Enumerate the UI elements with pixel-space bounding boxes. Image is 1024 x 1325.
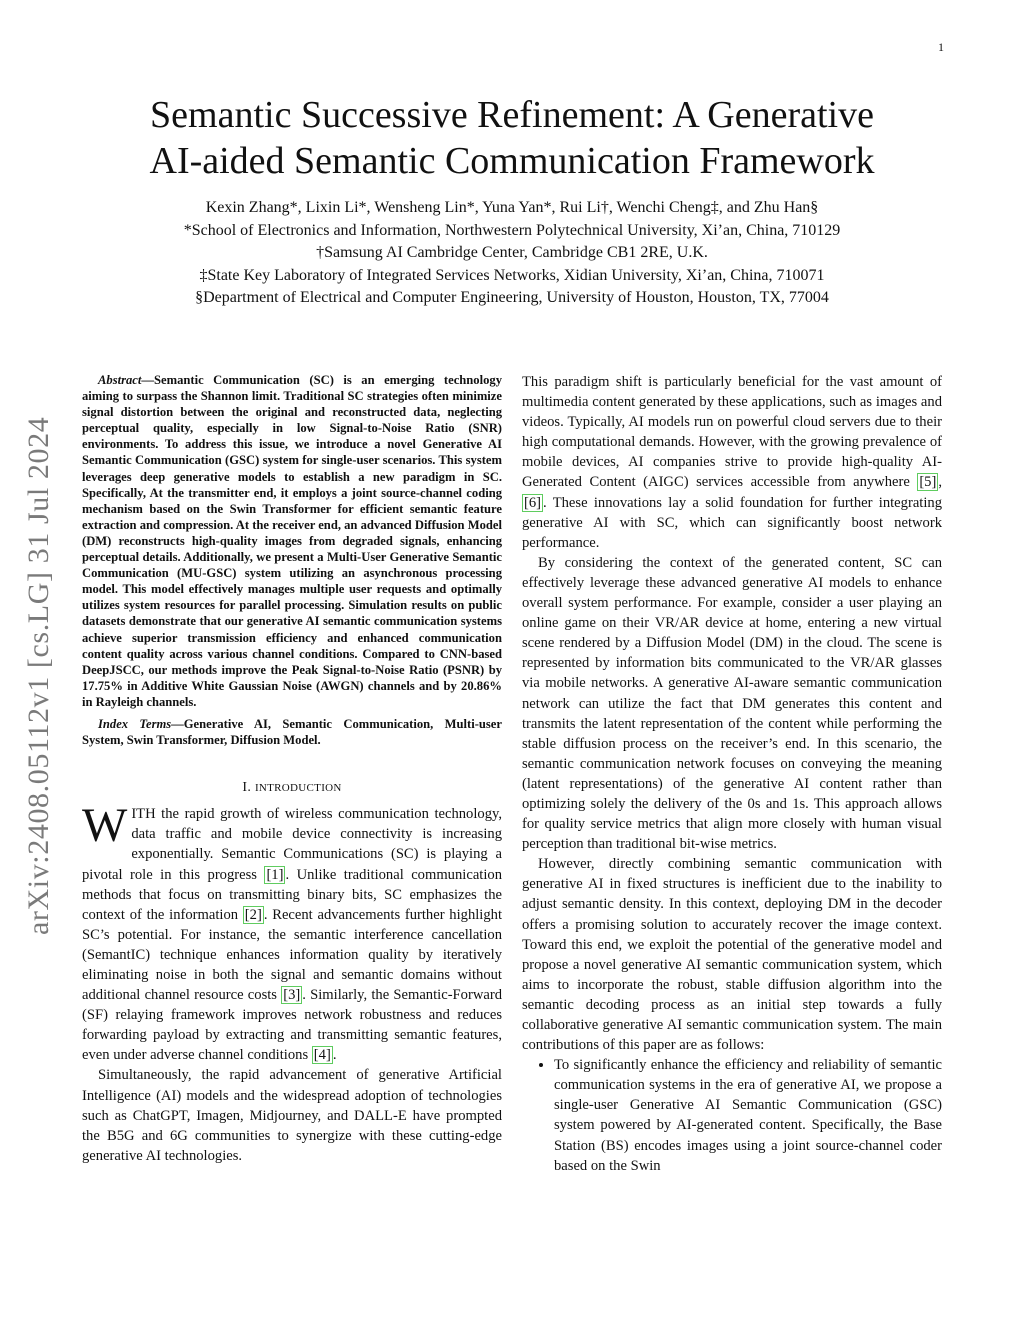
dropcap-letter: W [82,799,128,853]
abstract [82,372,502,710]
intro-paragraph-2: Simultaneously, the rapid advancement of generative Artificial Intelligence (AI) models and the widespread adoption of technologies such as ChatGPT, Imagen, Midjourney, and DALL-E have prompted the B5G and 6G communities to synergize with these cutting-edge generative AI technologies. [82,1067,502,1164]
author-names: Kexin Zhang*, Lixin Li*, Wensheng Lin*, Yuna Yan*, Rui Li†, Wenchi Cheng‡, and Zhu Han§ [205,199,819,216]
contributions-list [522,1055,942,1176]
section-name: INTRODUCTION [254,782,342,795]
intro-p1-text-b: . Unlike traditional communication methods that focus on transmitting binary bits, SC emphasizes the context of the information [82,866,502,923]
intro-p1-text-a: ITH the rapid growth of wireless communication technology, data traffic and mobile device connectivity is increasing exponentially. Semantic Communications (SC) is playing a pivotal role in this progress [82,806,502,883]
abstract-text: —Semantic Communication (SC) is an emerging technology aiming to surpass the Shannon limit. Traditional SC strategies often minimize signal distortion between the original and reconstructed data, neglecting perceptual quality, especially in low Signal-to-Noise Ratio (SNR) environments. To address this issue, we introduce a novel Generative AI Semantic Communication (GSC) system for single-user scenarios. This system leverages deep generative models to establish a new paradigm in SC. Specifically, At the transmitter end, it employs a joint source-channel coding mechanism based on the Swin Transformer for efficient semantic feature extraction and compression. At the receiver end, an advanced Diffusion Model (DM) reconstructs high-quality images from degraded signals, enhancing perceptual details. Additionally, we present a Multi-User Generative Semantic Communication (MU-GSC) system utilizing an asynchronous processing model. This model effectively manages multiple user requests and optimally utilizes system resources for parallel processing. Simulation results on public datasets demonstrate that our generative AI semantic communication systems achieve superior transmission efficiency and enhanced communication content quality across various channel conditions. Compared to CNN-based DeepJSCC, our methods improve the Peak Signal-to-Noise Ratio (PSNR) by 17.75% in Additive White Gaussian Noise (AWGN) channels and by 20.86% in Rayleigh channels. [82,373,502,709]
intro-p1-text-c: . Recent advancements further highlight SC’s potential. For instance, the semantic interference cancellation (SemantIC) technique enhances information quality by iteratively eliminating noise in both the signal and semantic domains without additional channel resource costs [82,906,503,1004]
index-terms-text: —Generative AI, Semantic Communication, Multi-user System, Swin Transformer, Diffusion Model. [82,716,502,748]
citation-6[interactable]: [6] [524,494,542,511]
abstract-label: Abstract [98,373,142,387]
index-terms [82,716,502,748]
right-column [522,372,942,1176]
citation-2[interactable]: [2] [244,906,262,923]
citation-3[interactable]: [3] [283,987,301,1004]
intro-p1-text-d: . Similarly, the Semantic-Forward (SF) relaying framework improves network robustness and reduces forwarding payload by extracting and transmitting semantic features, even under adverse channel conditions [82,987,502,1064]
intro-p3-text-a: This paradigm shift is particularly beneficial for the vast amount of multimedia content generated by these applications, such as images and videos. Typically, AI models run on powerful cloud servers due to their high computational demands. However, with the growing prevalence of mobile devices, AI companies strive to provide high-quality AI-Generated Content (AIGC) services accessible from anywhere [522,374,942,491]
citation-4[interactable]: [4] [313,1047,331,1064]
title-line-1: Semantic Successive Refinement: A Generative [150,94,874,136]
affiliation-1: *School of Electronics and Information, Northwestern Polytechnical University, Xi’an, China, 710129 [183,221,841,239]
affiliation-4: §Department of Electrical and Computer Engineering, University of Houston, Houston, TX, 77004 [195,289,829,306]
intro-paragraph-5: However, directly combining semantic communication with generative AI in fixed structures is inefficient due to the inability to adjust semantic density. In this context, deploying DM in the decoder offers a promising solution to accurately recover the image context. Toward this end, we exploit the potential of the generative model and propose a novel generative AI semantic communication system, which aims to incorporate the robust, stable diffusion algorithm into the semantic decoding process as an initial step towards a fully collaborative generative AI semantic communication system. The main contributions of this paper are as follows: [522,856,942,1054]
intro-paragraph-4: By considering the context of the generated content, SC can effectively leverage these advanced generative AI models to enhance overall system performance. For example, consider a user playing an online game on their VR/AR device at home, entering a new virtual scene rendered by a Diffusion Model (DM) in the cloud. The scene is represented by information bits communicated to the VR/AR glasses via mobile networks. A generative AI-aware semantic communication network can utilize the fact that DM generates this content and transmits the latent representation of the content while performing the stable diffusion process on the receiver’s end. In this scenario, the semantic communication network focuses on conveying the meaning (latent representations) of the generative AI content rather than optimizing solely the delivery of the 0s and 1s. This approach allows for quality service metrics that align more closely with human visual perception than traditional bit-wise metrics. [522,554,942,853]
arxiv-stamp: arXiv:2408.05112v1 [cs.LG] 31 Jul 2024 [22,416,55,935]
page-number: 1 [938,40,944,54]
intro-p3-text-b: . These innovations lay a solid foundation for further integrating generative AI with SC, which can significantly boost network performance. [522,494,942,551]
affiliation-2: †Samsung AI Cambridge Center, Cambridge CB1 2RE, U.K. [316,244,708,261]
index-terms-label: Index Terms [98,716,172,731]
intro-paragraph-3 [522,372,942,553]
author-block [60,197,964,310]
intro-paragraph-1 [82,799,503,1065]
left-column [82,372,502,1166]
citation-separator: , [938,474,942,491]
section-number: I. [242,780,252,796]
intro-p1-text-e: . [332,1047,337,1064]
citation-1[interactable]: [1] [266,866,284,883]
paper-title [80,92,944,184]
citation-5[interactable]: [5] [919,474,937,491]
title-line-2: AI-aided Semantic Communication Framework [149,140,875,182]
affiliation-3: ‡State Key Laboratory of Integrated Services Networks, Xidian University, Xi’an, China, 710071 [199,266,825,284]
section-heading [82,778,502,798]
list-item: • To significantly enhance the efficiency and reliability of semantic communication systems in the era of generative AI, we propose a single-user Generative AI Semantic Communication (GSC) system powered by AI-generated content. Specifically, the Base Station (BS) encodes images using a joint source-channel coder based on the Swin [554,1055,942,1176]
